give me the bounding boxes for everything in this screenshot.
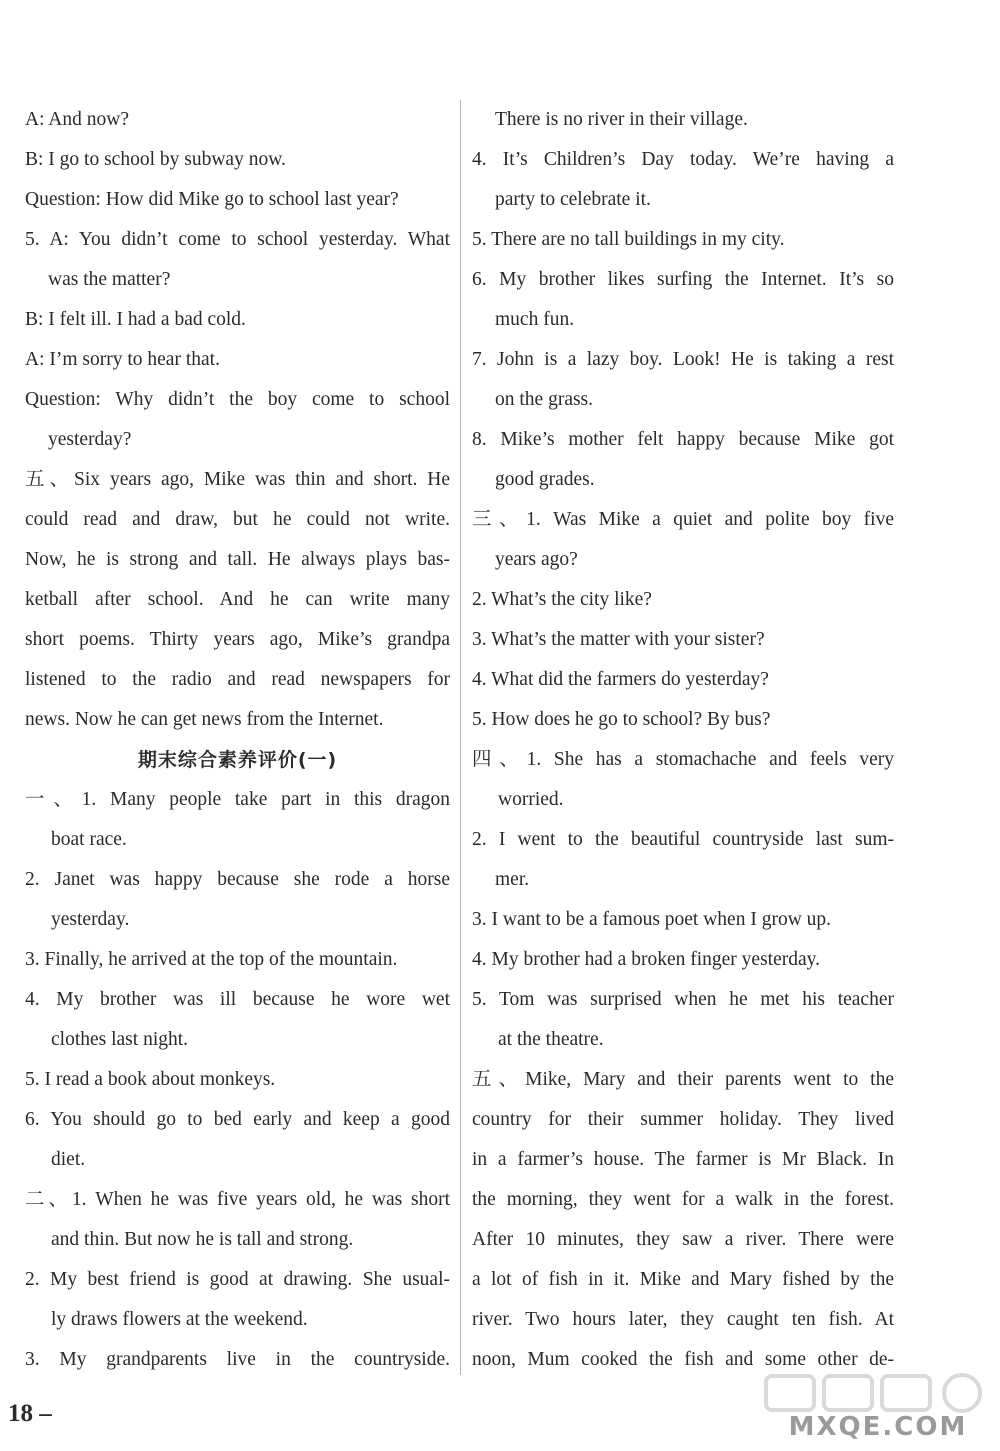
- text-line: 3. My grandparents live in the countryside.: [25, 1349, 450, 1370]
- text-line: 二、1. When he was five years old, he was short: [25, 1189, 450, 1210]
- text-line: 4. What did the farmers do yesterday?: [472, 669, 769, 690]
- text-line: Question: Why didn’t the boy come to school: [25, 389, 450, 410]
- text-line: 3. What’s the matter with your sister?: [472, 629, 765, 650]
- text-line: clothes last night.: [51, 1029, 189, 1050]
- text-line: on the grass.: [495, 389, 594, 410]
- text-line: ly draws flowers at the weekend.: [51, 1309, 308, 1330]
- text-line: 5. A: You didn’t come to school yesterday. What: [25, 229, 450, 250]
- text-line: years ago?: [495, 549, 578, 570]
- text-line: 五、Mike, Mary and their parents went to the: [472, 1069, 894, 1090]
- text-line: ketball after school. And he can write many: [25, 589, 450, 610]
- right-column: [472, 100, 894, 1380]
- text-line: news. Now he can get news from the Internet.: [25, 709, 384, 730]
- text-line: good grades.: [495, 469, 595, 490]
- page-number: 18 –: [8, 1400, 52, 1427]
- text-line: yesterday?: [48, 429, 132, 450]
- text-line: 6. You should go to bed early and keep a good: [25, 1109, 450, 1130]
- text-line: 5. Tom was surprised when he met his teacher: [472, 989, 894, 1010]
- text-line: 4. My brother had a broken finger yesterday.: [472, 949, 820, 970]
- text-line: 4. It’s Children’s Day today. We’re having a: [472, 149, 894, 170]
- text-line: and thin. But now he is tall and strong.: [51, 1229, 354, 1250]
- text-line: Now, he is strong and tall. He always plays bas-: [25, 549, 450, 570]
- text-line: party to celebrate it.: [495, 189, 651, 210]
- text-line: diet.: [51, 1149, 86, 1170]
- text-line: could read and draw, but he could not write.: [25, 509, 450, 530]
- text-line: A: I’m sorry to hear that.: [25, 349, 220, 370]
- text-line: B: I go to school by subway now.: [25, 149, 286, 170]
- section-heading: 期末综合素养评价(一): [137, 749, 338, 771]
- text-line: 5. I read a book about monkeys.: [25, 1069, 276, 1090]
- text-line: country for their summer holiday. They lived: [472, 1109, 894, 1130]
- text-line: the morning, they went for a walk in the forest.: [472, 1189, 894, 1210]
- text-line: listened to the radio and read newspapers for: [25, 669, 450, 690]
- text-line: 一、1. Many people take part in this dragon: [25, 789, 450, 810]
- text-line: river. Two hours later, they caught ten fish. At: [472, 1309, 894, 1330]
- text-line: 2. My best friend is good at drawing. She usual-: [25, 1269, 450, 1290]
- text-line: yesterday.: [51, 909, 130, 930]
- text-line: 5. How does he go to school? By bus?: [472, 709, 771, 730]
- text-line: After 10 minutes, they saw a river. There were: [472, 1229, 894, 1250]
- text-line: 2. What’s the city like?: [472, 589, 652, 610]
- text-line: at the theatre.: [498, 1029, 604, 1050]
- text-line: 3. Finally, he arrived at the top of the mountain.: [25, 949, 398, 970]
- watermark-text: MXQE.COM: [788, 1412, 968, 1442]
- text-line: Question: How did Mike go to school last year?: [25, 189, 399, 210]
- text-line: 四、1. She has a stomachache and feels very: [472, 749, 894, 770]
- text-line: 3. I want to be a famous poet when I grow up.: [472, 909, 832, 930]
- text-line: 5. There are no tall buildings in my city.: [472, 229, 785, 250]
- column-divider: [460, 100, 461, 1375]
- text-line: a lot of fish in it. Mike and Mary fished by the: [472, 1269, 894, 1290]
- text-line: B: I felt ill. I had a bad cold.: [25, 309, 246, 330]
- text-line: 8. Mike’s mother felt happy because Mike got: [472, 429, 894, 450]
- text-line: in a farmer’s house. The farmer is Mr Black. In: [472, 1149, 894, 1170]
- text-line: mer.: [495, 869, 530, 890]
- text-line: 7. John is a lazy boy. Look! He is taking a rest: [472, 349, 894, 370]
- text-line: boat race.: [51, 829, 127, 850]
- text-line: noon, Mum cooked the fish and some other de-: [472, 1349, 894, 1370]
- left-column: [25, 100, 450, 1380]
- text-line: 2. Janet was happy because she rode a horse: [25, 869, 450, 890]
- text-line: 2. I went to the beautiful countryside last sum-: [472, 829, 894, 850]
- text-line: 4. My brother was ill because he wore wet: [25, 989, 450, 1010]
- text-line: A: And now?: [25, 109, 129, 130]
- text-line: was the matter?: [48, 269, 171, 290]
- text-line: much fun.: [495, 309, 575, 330]
- text-line: worried.: [498, 789, 564, 810]
- text-line: short poems. Thirty years ago, Mike’s grandpa: [25, 629, 450, 650]
- text-line: There is no river in their village.: [495, 109, 748, 130]
- text-line: 三、1. Was Mike a quiet and polite boy five: [472, 509, 894, 530]
- text-line: 五、Six years ago, Mike was thin and short. He: [25, 469, 450, 490]
- text-line: 6. My brother likes surfing the Internet. It’s so: [472, 269, 894, 290]
